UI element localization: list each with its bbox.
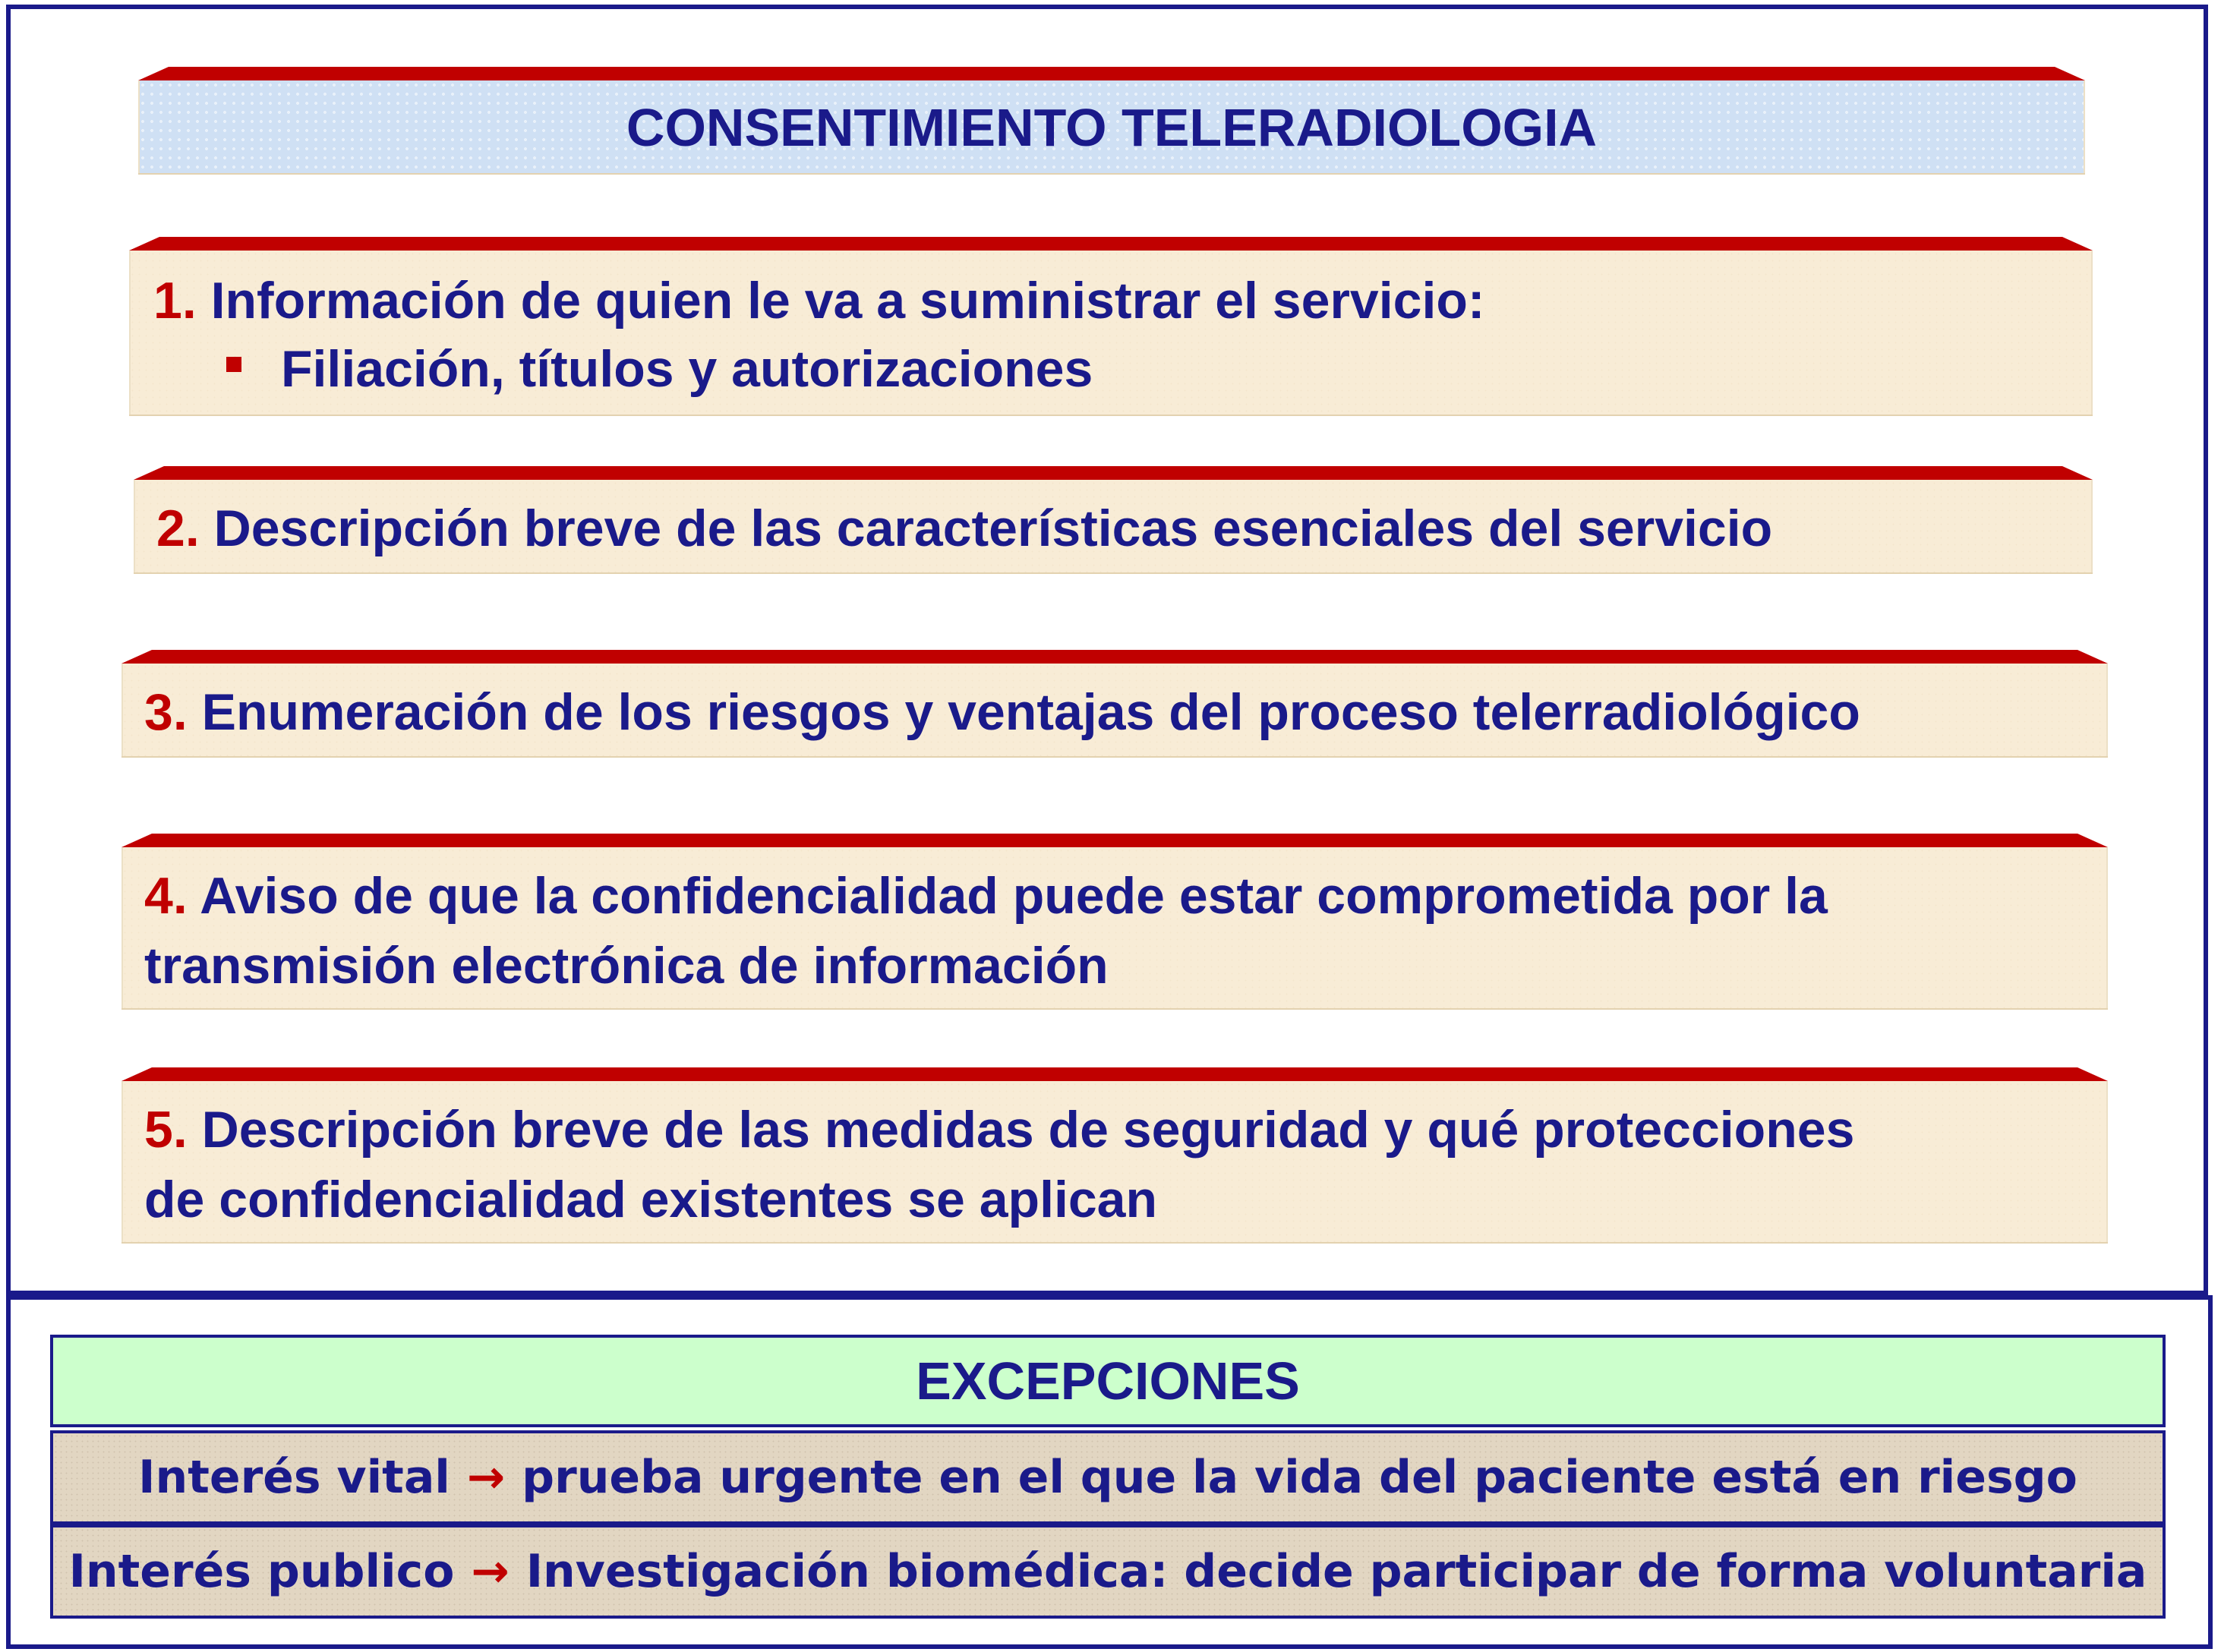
item-4-text: [144, 867, 1828, 925]
exception-1-label: Interés vital: [138, 1451, 450, 1504]
exception-row-2: [50, 1524, 2166, 1619]
item-card-5: [121, 1081, 2108, 1244]
exception-row-1: [50, 1430, 2166, 1524]
arrow-right-icon: →: [466, 1451, 506, 1504]
exception-2-description: Investigación biomédica: decide participar de forma voluntaria: [525, 1545, 2147, 1598]
exception-1-description: prueba urgente en el que la vida del paciente está en riesgo: [522, 1451, 2077, 1504]
bullet-icon: [226, 357, 241, 372]
item-3-text: [144, 683, 1860, 741]
exceptions-heading-text: EXCEPCIONES: [916, 1351, 1300, 1411]
item-3-number: 3.: [144, 683, 188, 741]
item-5-text: [144, 1101, 1855, 1159]
item-1-sub-bullet: Filiación, títulos y autorizaciones: [281, 340, 1093, 398]
item-card-1: [129, 251, 2093, 416]
exceptions-heading: [50, 1335, 2166, 1427]
item-1-number: 1.: [153, 272, 197, 329]
page-title: CONSENTIMIENTO TELERADIOLOGIA: [626, 98, 1598, 157]
item-3-label: Enumeración de los riesgos y ventajas del proceso telerradiológico: [201, 683, 1860, 741]
arrow-right-icon: →: [471, 1545, 510, 1598]
exception-2-label: Interés publico: [68, 1545, 455, 1598]
item-2-text: [156, 500, 1773, 557]
item-1-text: [153, 272, 1485, 329]
item-4-label: Aviso de que la confidencialidad puede estar comprometida por la: [200, 867, 1828, 925]
item-5-label: Descripción breve de las medidas de seguridad y qué protecciones: [201, 1101, 1855, 1159]
item-4-number: 4.: [144, 867, 188, 925]
item-4-text-line2: transmisión electrónica de información: [144, 937, 1109, 995]
title-card: [138, 80, 2085, 175]
item-2-label: Descripción breve de las características esenciales del servicio: [213, 500, 1773, 557]
item-5-number: 5.: [144, 1101, 188, 1159]
item-1-label: Información de quien le va a suministrar el servicio:: [210, 272, 1485, 329]
item-5-text-line2: de confidencialidad existentes se aplican: [144, 1171, 1158, 1228]
item-2-number: 2.: [156, 500, 200, 557]
item-card-3: [121, 664, 2108, 758]
item-card-2: [134, 480, 2093, 574]
item-card-4: [121, 847, 2108, 1010]
